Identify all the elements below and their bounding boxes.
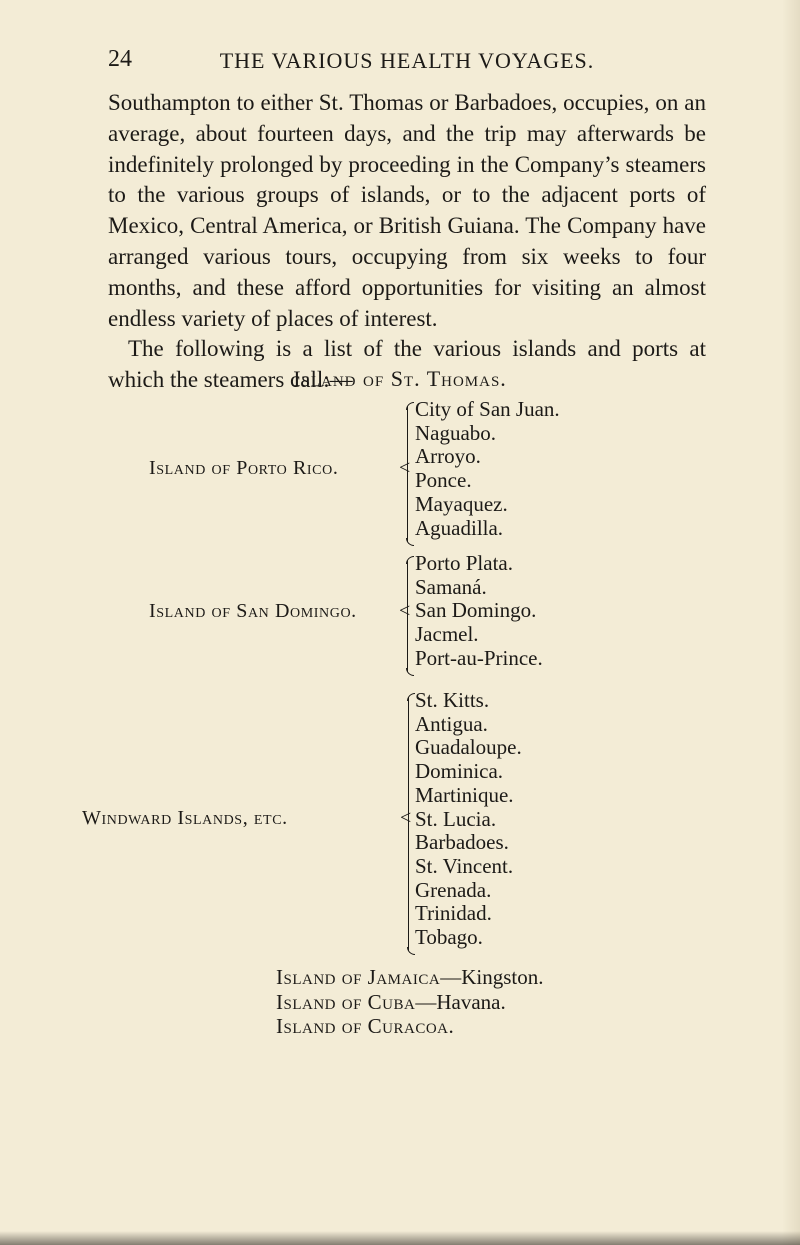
list-item: Ponce. (415, 468, 472, 493)
windward-group (82, 688, 706, 961)
island-st-thomas: Island of St. Thomas. (293, 366, 507, 391)
paragraph-2: The following is a list of the various islands and ports at which the steamers call:— (108, 336, 706, 393)
windward-brace (408, 697, 409, 951)
body-text (108, 88, 706, 396)
brace-point: < (399, 457, 411, 479)
brace-point: < (400, 807, 412, 829)
cuba-label: Island of Cuba (276, 989, 416, 1014)
page-edge-shadow (782, 0, 800, 1245)
page-header (108, 46, 706, 78)
list-item: Grenada. (415, 877, 492, 902)
brace-point: < (399, 600, 411, 622)
other-islands (108, 965, 706, 1039)
list-item: Port-au-Prince. (415, 645, 543, 670)
list-item: Barbadoes. (415, 830, 509, 855)
list-item: Trinidad. (415, 901, 492, 926)
san-domingo-label: Island of San Domingo. (149, 600, 357, 622)
page-number: 24 (108, 46, 132, 72)
cuba-line (108, 990, 706, 1015)
list-item: Jacmel. (415, 622, 479, 647)
list-item: St. Kitts. (415, 688, 490, 712)
list-item: Antigua. (415, 711, 488, 736)
list-item: St. Lucia. (415, 806, 497, 831)
list-item: Arroyo. (415, 444, 481, 469)
windward-label: Windward Islands, etc. (82, 807, 288, 829)
jamaica-line (108, 965, 706, 990)
bottom-shadow-band (0, 1231, 800, 1245)
list-item: Tobago. (415, 925, 483, 950)
windward-ports (415, 689, 522, 950)
porto-rico-ports (415, 398, 560, 540)
list-item: Porto Plata. (415, 551, 513, 575)
list-item: City of San Juan. (415, 397, 560, 421)
list-item: Mayaquez. (415, 491, 508, 516)
list-item: St. Vincent. (415, 853, 514, 878)
san-domingo-brace (407, 560, 408, 672)
san-domingo-group (108, 552, 706, 682)
list-item: Guadaloupe. (415, 735, 522, 760)
porto-rico-brace (407, 406, 408, 542)
porto-rico-group (108, 398, 706, 548)
list-item: Aguadilla. (415, 515, 504, 540)
cuba-port: —Havana. (415, 989, 506, 1014)
san-domingo-ports (415, 552, 543, 671)
curacoa-line (108, 1014, 706, 1039)
list-item: Dominica. (415, 759, 504, 784)
paragraph-1: Southampton to either St. Thomas or Barbadoes, occupies, on an average, about fourteen days, and the trip may afterwards be indefinitely prolonged by proceeding in the Company’s steamers to the various groups of islands, or to the adjacent ports of Mexico, Central America, or British Guiana. The Company have arranged various tours, occupying from six weeks to four months, and these afford opportunities for visiting an almost endless variety of places of interest. (108, 90, 706, 331)
list-item: Naguabo. (415, 420, 497, 445)
list-item: Samaná. (415, 574, 487, 599)
porto-rico-label: Island of Porto Rico. (149, 457, 339, 479)
jamaica-label: Island of Jamaica (276, 965, 441, 989)
running-head: THE VARIOUS HEALTH VOYAGES. (219, 48, 595, 73)
list-item: San Domingo. (415, 598, 537, 623)
jamaica-port: —Kingston. (440, 965, 544, 989)
list-item: Martinique. (415, 782, 514, 807)
curacoa-label: Island of Curacoa. (276, 1014, 455, 1038)
